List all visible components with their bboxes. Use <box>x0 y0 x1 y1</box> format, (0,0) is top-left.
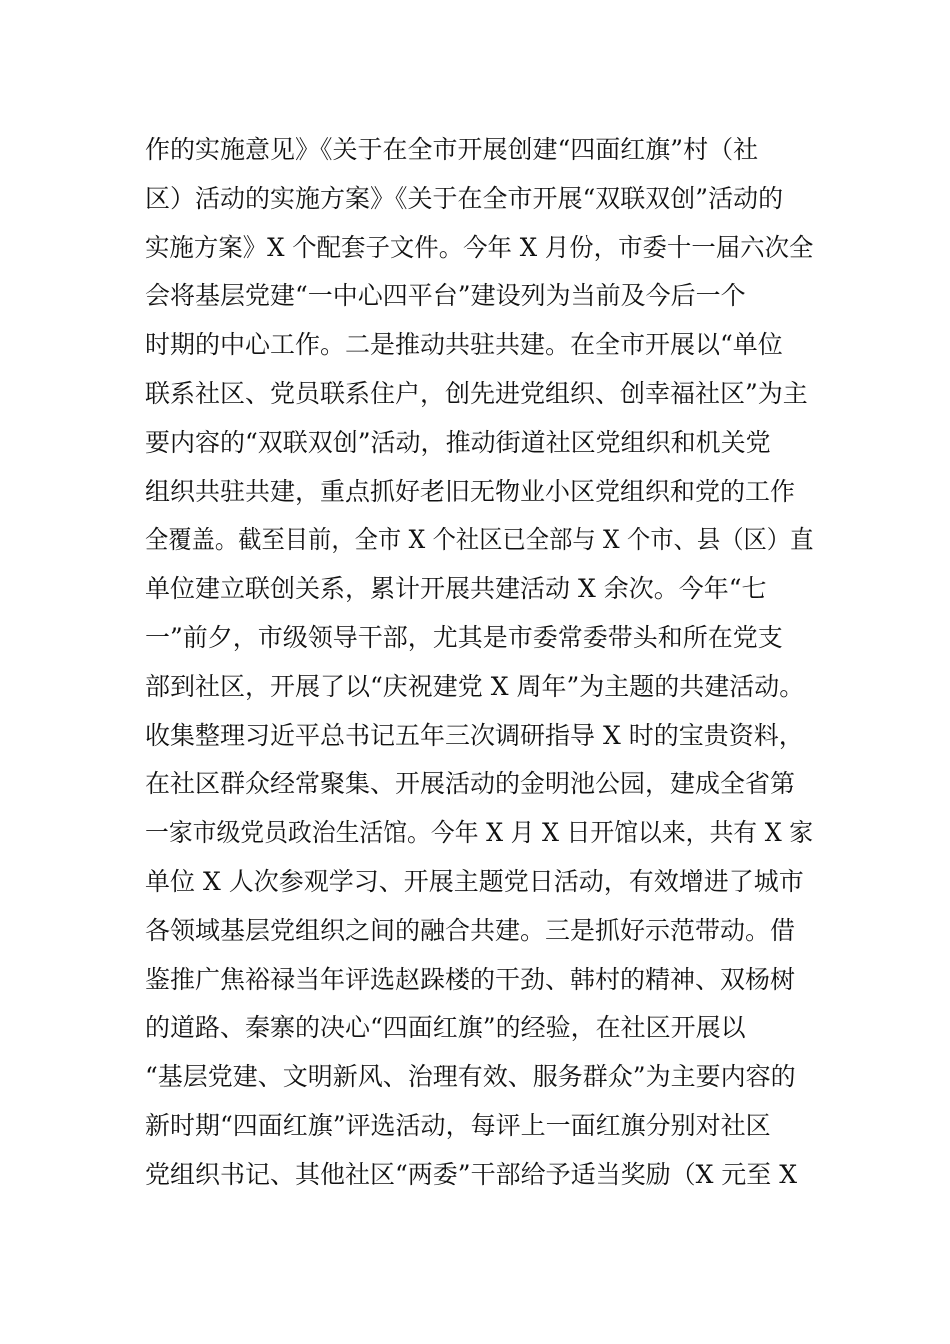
text-line: 各领域基层党组织之间的融合共建。三是抓好示范带动。借 <box>145 915 796 945</box>
text-line: 收集整理习近平总书记五年三次调研指导 X 时的宝贵资料， <box>145 720 804 750</box>
text-line: 作的实施意见》《关于在全市开展创建“四面红旗”村（社 <box>145 135 759 164</box>
text-line: 单位建立联创关系，累计开展共建活动 X 余次。今年“七 <box>145 574 767 604</box>
text-line: 新时期“四面红旗”评选活动，每评上一面红旗分别对社区 <box>145 1110 771 1140</box>
text-line: 一家市级党员政治生活馆。今年 X 月 X 日开馆以来，共有 X 家 <box>145 818 814 848</box>
text-line: 联系社区、党员联系住户，创先进党组织、创幸福社区”为主 <box>145 378 808 408</box>
text-line: 部到社区，开展了以“庆祝建党 X 周年”为主题的共建活动。 <box>145 671 805 701</box>
text-line: 全覆盖。截至目前，全市 X 个社区已全部与 X 个市、县（区）直 <box>145 525 814 555</box>
text-line: 区）活动的实施方案》《关于在全市开展“双联双创”活动的 <box>145 183 784 213</box>
text-line: 在社区群众经常聚集、开展活动的金明池公园，建成全省第 <box>145 769 796 799</box>
text-line: “基层党建、文明新风、治理有效、服务群众”为主要内容的 <box>145 1062 796 1092</box>
text-line: 组织共驻共建，重点抓好老旧无物业小区党组织和党的工作 <box>145 476 796 506</box>
text-line: 的道路、秦寨的决心“四面红旗”的经验，在社区开展以 <box>145 1013 746 1043</box>
text-line: 要内容的“双联双创”活动，推动街道社区党组织和机关党 <box>145 427 771 457</box>
text-line: 时期的中心工作。二是推动共驻共建。在全市开展以“单位 <box>145 330 783 360</box>
text-line: 一”前夕，市级领导干部，尤其是市委常委带头和所在党支 <box>145 622 783 652</box>
text-line: 会将基层党建“一中心四平台”建设列为当前及今后一个 <box>145 281 746 311</box>
text-line: 单位 X 人次参观学习、开展主题党日活动，有效增进了城市 <box>145 866 804 896</box>
text-line: 党组织书记、其他社区“两委”干部给予适当奖励（X 元至 X <box>145 1159 798 1189</box>
text-line: 鉴推广焦裕禄当年评选赵跺楼的干劲、韩村的精神、双杨树 <box>145 964 796 994</box>
body-text <box>145 126 813 1200</box>
text-line: 实施方案》X 个配套子文件。今年 X 月份，市委十一届六次全 <box>145 232 814 262</box>
